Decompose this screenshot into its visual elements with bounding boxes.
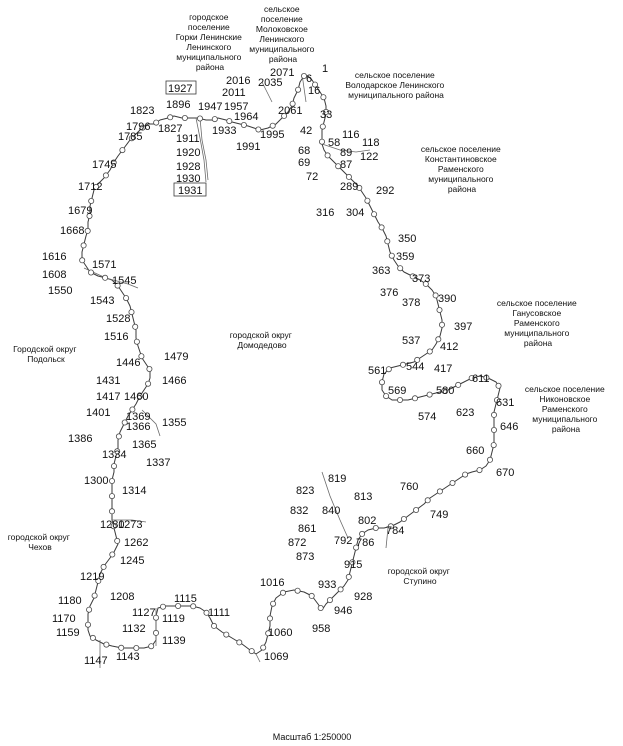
boundary-point-marker — [212, 117, 217, 122]
boundary-point-marker — [327, 598, 332, 603]
boundary-point-marker — [168, 115, 173, 120]
point-label: 1143 — [116, 651, 140, 663]
point-label: 359 — [396, 251, 415, 263]
boundary-point-marker — [309, 593, 314, 598]
boundary-point-marker — [386, 367, 391, 372]
point-label: 1119 — [162, 613, 185, 625]
boundary-point-marker — [439, 322, 444, 327]
point-label: 1947 — [198, 101, 223, 113]
point-label: 6 — [306, 73, 313, 85]
point-label: 574 — [418, 411, 437, 423]
boundary-point-marker — [104, 642, 109, 647]
boundary-point-marker — [237, 640, 242, 645]
boundary-point-marker — [385, 239, 390, 244]
point-label: 1337 — [146, 457, 171, 469]
point-label: 760 — [400, 481, 419, 493]
boundary-point-marker — [261, 645, 266, 650]
point-label: 1957 — [224, 101, 249, 113]
point-label: 537 — [402, 335, 421, 347]
boundary-point-marker — [109, 478, 114, 483]
boundary-point-marker — [87, 607, 92, 612]
point-label: 1896 — [166, 99, 191, 111]
point-label: 823 — [296, 485, 315, 497]
point-label: 1180 — [58, 595, 82, 607]
point-label: 792 — [334, 535, 353, 547]
area-label-molokovskoe: сельское поселение Молоковское Ленинского муниципального района — [249, 4, 315, 64]
boundary-point-marker — [338, 587, 343, 592]
boundary-point-marker — [346, 174, 351, 179]
point-label: 1668 — [60, 225, 85, 237]
point-label: 1927 — [168, 83, 193, 95]
point-label: 316 — [316, 207, 335, 219]
boundary-point-marker — [90, 635, 95, 640]
point-label: 373 — [412, 273, 431, 285]
point-label: 623 — [456, 407, 475, 419]
boundary-point-marker — [267, 616, 272, 621]
boundary-point-marker — [271, 601, 276, 606]
point-label: 1745 — [92, 159, 117, 171]
boundary-point-marker — [147, 366, 152, 371]
boundary-point-marker — [89, 198, 94, 203]
point-label: 397 — [454, 321, 473, 333]
point-label: 670 — [496, 467, 515, 479]
boundary-point-marker — [101, 564, 106, 569]
boundary-point-marker — [477, 468, 482, 473]
point-label: 1931 — [178, 185, 203, 197]
point-label: 1016 — [260, 577, 285, 589]
boundary-point-marker — [85, 228, 90, 233]
boundary-point-marker — [463, 472, 468, 477]
point-label: 376 — [380, 287, 399, 299]
point-label: 958 — [312, 623, 331, 635]
boundary-point-marker — [249, 649, 254, 654]
boundary-point-marker — [437, 489, 442, 494]
point-label: 1280 — [100, 519, 125, 531]
area-label-podolsk: Городской округ Подольск — [13, 344, 77, 364]
point-label: 1139 — [162, 635, 186, 647]
boundary-point-marker — [491, 443, 496, 448]
point-label: 304 — [346, 207, 365, 219]
boundary-point-marker — [81, 243, 86, 248]
point-label: 544 — [406, 361, 425, 373]
point-label: 390 — [438, 293, 457, 305]
boundary-point-marker — [360, 531, 365, 536]
boundary-point-marker — [124, 296, 129, 301]
point-label: 802 — [358, 515, 377, 527]
point-label: 1159 — [56, 627, 80, 639]
point-label: 1170 — [52, 613, 76, 625]
point-label: 69 — [298, 157, 311, 169]
point-label: 89 — [340, 147, 353, 159]
point-label: 1796 — [126, 121, 151, 133]
boundary-point-marker — [110, 552, 115, 557]
boundary-point-marker — [379, 225, 384, 230]
boundary-point-marker — [211, 623, 216, 628]
point-label: 58 — [328, 137, 341, 149]
point-label: 1550 — [48, 285, 73, 297]
point-label: 1366 — [126, 421, 151, 433]
point-label: 561 — [368, 365, 387, 377]
boundary-point-marker — [115, 538, 120, 543]
boundary-point-marker — [134, 645, 139, 650]
point-label: 832 — [290, 505, 309, 517]
area-label-volodarskoe: сельское поселение Володарское Ленинского муниципального района — [345, 70, 445, 100]
area-label-domodedovo: городской округ Домодедово — [229, 330, 292, 350]
boundary-point-marker — [224, 632, 229, 637]
boundary-point-marker — [320, 124, 325, 129]
boundary-point-marker — [401, 516, 406, 521]
point-label: 1365 — [132, 439, 157, 451]
point-label: 412 — [440, 341, 459, 353]
point-label: 2016 — [226, 75, 251, 87]
point-label: 1115 — [174, 593, 197, 605]
point-label: 1417 — [96, 391, 121, 403]
point-label: 1571 — [92, 259, 117, 271]
point-label: 1334 — [102, 449, 127, 461]
boundary-point-marker — [412, 396, 417, 401]
point-label: 1930 — [176, 173, 201, 185]
point-label: 1219 — [80, 571, 105, 583]
point-label: 1111 — [208, 607, 231, 619]
point-label: 292 — [376, 185, 395, 197]
point-label: 417 — [434, 363, 453, 375]
point-label: 363 — [372, 265, 391, 277]
boundary-point-marker — [241, 122, 246, 127]
point-label: 1608 — [42, 269, 67, 281]
boundary-point-marker — [133, 324, 138, 329]
point-label: 1460 — [124, 391, 149, 403]
boundary-point-marker — [318, 605, 323, 610]
boundary-point-marker — [379, 380, 384, 385]
boundary-point-marker — [119, 645, 124, 650]
point-label: 813 — [354, 491, 373, 503]
boundary-point-marker — [389, 253, 394, 258]
point-label: 861 — [298, 523, 317, 535]
boundary-point-marker — [456, 382, 461, 387]
point-label: 1479 — [164, 351, 189, 363]
point-label: 928 — [354, 591, 373, 603]
point-label: 1 — [322, 63, 329, 75]
point-label: 1911 — [176, 133, 200, 145]
point-label: 660 — [466, 445, 485, 457]
boundary-point-marker — [437, 307, 442, 312]
point-label: 1386 — [68, 433, 93, 445]
point-label: 933 — [318, 579, 337, 591]
point-label: 580 — [436, 385, 455, 397]
boundary-point-marker — [146, 381, 151, 386]
boundary-point-marker — [149, 644, 154, 649]
point-label: 72 — [306, 171, 319, 183]
area-label-gorki: городское поселение Горки Ленинские Ленинского муниципального района — [175, 12, 242, 72]
point-label: 819 — [328, 473, 347, 485]
boundary-point-marker — [487, 457, 492, 462]
point-label: 1920 — [176, 147, 201, 159]
point-label: 1431 — [96, 375, 121, 387]
area-label-konstantinovskoe: сельское поселение Константиновское Раменского муниципального района — [420, 144, 501, 194]
boundary-point-marker — [425, 498, 430, 503]
boundary-point-marker — [450, 480, 455, 485]
point-label: 1928 — [176, 161, 201, 173]
point-label: 1543 — [90, 295, 115, 307]
point-label: 1127 — [132, 607, 156, 619]
point-label: 1208 — [110, 591, 135, 603]
point-label: 1401 — [86, 407, 111, 419]
boundary-point-marker — [295, 588, 300, 593]
point-label: 378 — [402, 297, 421, 309]
boundary-point-marker — [280, 590, 285, 595]
point-label: 784 — [386, 525, 405, 537]
area-label-ganusovskoe: сельское поселение Ганусовское Раменского муниципального района — [496, 298, 577, 348]
point-label: 569 — [388, 385, 407, 397]
point-label: 1069 — [264, 651, 289, 663]
boundary-point-marker — [397, 397, 402, 402]
boundary-point-marker — [400, 362, 405, 367]
point-label: 122 — [360, 151, 379, 163]
point-label: 87 — [340, 159, 353, 171]
point-label: 33 — [320, 109, 333, 121]
point-label: 786 — [356, 537, 375, 549]
point-label: 1991 — [236, 141, 261, 153]
boundary-point-marker — [491, 412, 496, 417]
boundary-point-marker — [160, 604, 165, 609]
boundary-point-marker — [109, 509, 114, 514]
boundary-point-marker — [427, 349, 432, 354]
boundary-point-marker — [80, 258, 85, 263]
point-label: 1712 — [78, 181, 103, 193]
boundary-point-marker — [372, 212, 377, 217]
point-label: 1300 — [84, 475, 109, 487]
point-label: 1679 — [68, 205, 93, 217]
point-label: 1933 — [212, 125, 237, 137]
boundary-point-marker — [270, 123, 275, 128]
point-label: 2061 — [278, 105, 303, 117]
point-label: 1785 — [118, 131, 143, 143]
area-label-nikonovskoe: сельское поселение Никоновское Раменского муниципального района — [524, 384, 605, 434]
point-label: 1528 — [106, 313, 131, 325]
point-label: 1516 — [104, 331, 129, 343]
boundary-point-marker — [153, 630, 158, 635]
boundary-point-marker — [296, 87, 301, 92]
boundary-point-marker — [346, 574, 351, 579]
point-label: 2035 — [258, 77, 283, 89]
boundary-point-marker — [92, 593, 97, 598]
boundary-point-marker — [398, 266, 403, 271]
point-label: 68 — [298, 145, 311, 157]
point-label: 611 — [472, 373, 490, 385]
boundary-point-marker — [321, 95, 326, 100]
point-label: 1262 — [124, 537, 149, 549]
point-label: 1545 — [112, 275, 137, 287]
boundary-point-marker — [227, 119, 232, 124]
boundary-point-marker — [116, 434, 121, 439]
point-label: 646 — [500, 421, 519, 433]
point-label: 116 — [342, 129, 360, 141]
boundary-point-marker — [197, 116, 202, 121]
point-label: 1355 — [162, 417, 187, 429]
boundary-point-marker — [120, 148, 125, 153]
point-label: 1132 — [122, 623, 146, 635]
point-label: 1466 — [162, 375, 187, 387]
boundary-point-marker — [182, 115, 187, 120]
point-label: 1446 — [116, 357, 141, 369]
boundary-point-marker — [414, 507, 419, 512]
boundary-point-marker — [365, 198, 370, 203]
point-label: 42 — [300, 125, 313, 137]
boundary-point-marker — [85, 622, 90, 627]
point-label: 749 — [430, 509, 449, 521]
point-label: 1964 — [234, 111, 259, 123]
point-label: 2011 — [222, 87, 246, 99]
point-label: 16 — [308, 85, 321, 97]
point-label: 1060 — [268, 627, 293, 639]
point-label: 1314 — [122, 485, 147, 497]
point-label: 1245 — [120, 555, 145, 567]
point-label: 872 — [288, 537, 307, 549]
point-label: 1147 — [84, 655, 108, 667]
point-label: 1369 — [126, 411, 151, 423]
point-label: 840 — [322, 505, 341, 517]
point-label: 946 — [334, 605, 353, 617]
point-label: 1273 — [118, 519, 143, 531]
boundary-point-marker — [496, 383, 501, 388]
boundary-point-marker — [319, 139, 324, 144]
boundary-point-marker — [103, 275, 108, 280]
map-scale: Масштаб 1:250000 — [272, 732, 352, 742]
point-label: 289 — [340, 181, 359, 193]
boundary-point-marker — [103, 173, 108, 178]
boundary-point-marker — [111, 464, 116, 469]
point-label: 350 — [398, 233, 417, 245]
boundary-point-marker — [109, 494, 114, 499]
point-label: 873 — [296, 551, 315, 563]
point-label: 915 — [344, 559, 363, 571]
point-label: 118 — [362, 137, 380, 149]
area-label-chekhov: городской округ Чехов — [7, 532, 70, 552]
area-label-stupino: городской округ Ступино — [387, 566, 450, 586]
point-label: 1827 — [158, 123, 183, 135]
boundary-point-marker — [325, 153, 330, 158]
point-label: 2071 — [270, 67, 295, 79]
point-label: 1823 — [130, 105, 155, 117]
point-label: 1995 — [260, 129, 285, 141]
boundary-point-marker — [134, 339, 139, 344]
boundary-point-marker — [427, 392, 432, 397]
point-label: 1616 — [42, 251, 67, 263]
boundary-point-marker — [491, 427, 496, 432]
point-label: 631 — [496, 397, 515, 409]
